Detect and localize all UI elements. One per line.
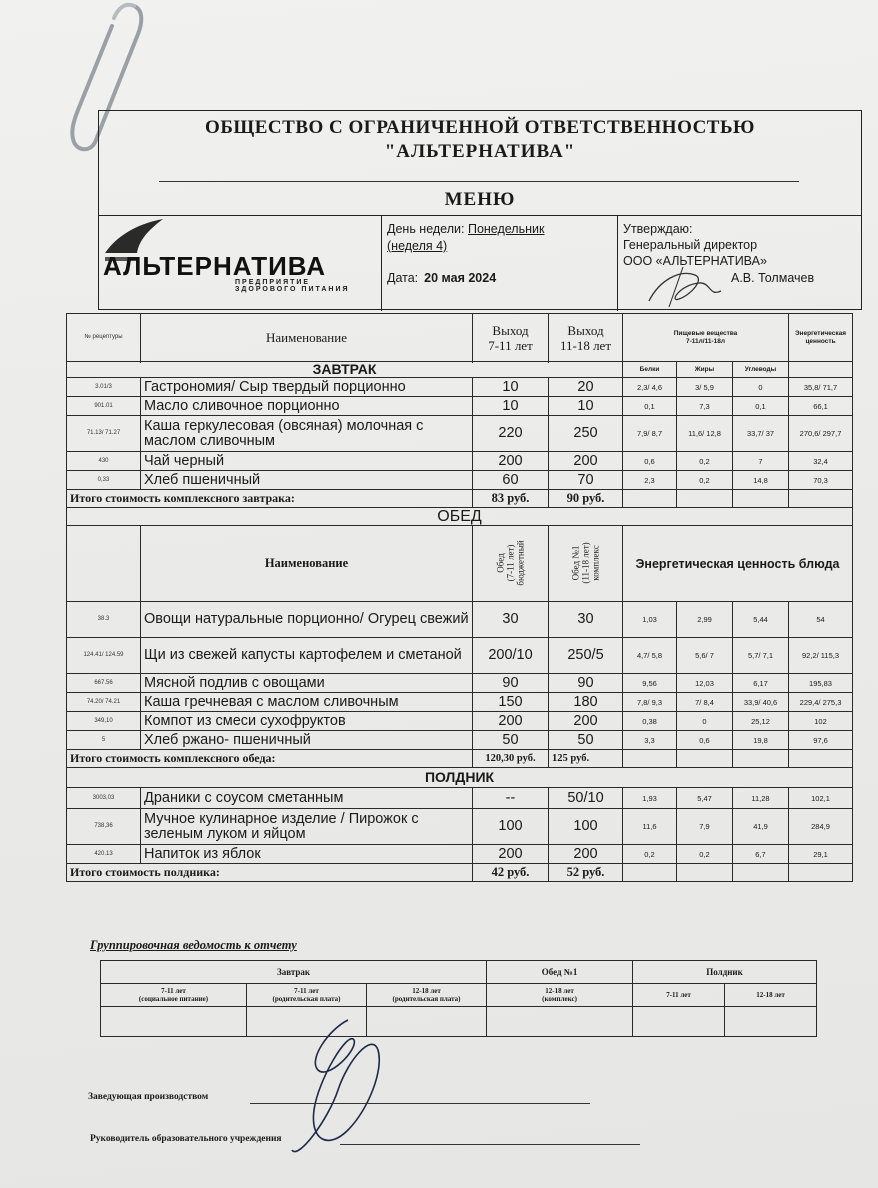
output-1: 200/10	[473, 638, 549, 674]
approval-company: ООО «АЛЬТЕРНАТИВА»	[623, 254, 767, 268]
table-row	[67, 452, 853, 471]
fat-value: 0	[677, 712, 733, 731]
breakfast-rows	[67, 378, 853, 490]
grouping-b1: 7-11 лет (социальное питание)	[101, 984, 247, 1007]
snack-title: ПОЛДНИК	[67, 768, 853, 788]
carbs-value: 5,7/ 7,1	[733, 638, 789, 674]
protein-value: 11,6	[623, 809, 677, 845]
carbs-value: 14,8	[733, 471, 789, 490]
recipe-no-header: № рецептуры	[67, 314, 141, 362]
dish-name: Драники с соусом сметанным	[141, 788, 473, 809]
dish-name: Каша гречневая с маслом сливочным	[141, 693, 473, 712]
grouping-l1: 12-18 лет (комплекс)	[487, 984, 633, 1007]
recipe-code: 71.13/ 71.27	[67, 416, 141, 452]
output-1: 100	[473, 809, 549, 845]
fat-value: 7,3	[677, 397, 733, 416]
output-1: 50	[473, 731, 549, 750]
breakfast-total-label: Итого стоимость комплексного завтрака:	[67, 490, 473, 508]
output-2: 180	[549, 693, 623, 712]
energy-value: 54	[789, 602, 853, 638]
lunch-total-label: Итого стоимость комплексного обеда:	[67, 750, 473, 768]
production-head-signature-line	[250, 1103, 590, 1104]
protein-value: 1,93	[623, 788, 677, 809]
date-info	[387, 271, 496, 285]
table-row	[67, 602, 853, 638]
table-row	[67, 378, 853, 397]
lunch-energy-header: Энергетическая ценность блюда	[623, 526, 853, 602]
snack-total-label: Итого стоимость полдника:	[67, 864, 473, 882]
table-row	[67, 693, 853, 712]
protein-value: 0,2	[623, 845, 677, 864]
lunch-header-row	[67, 526, 853, 602]
table-row	[67, 674, 853, 693]
fat-value: 0,2	[677, 452, 733, 471]
grouping-s1: 7-11 лет	[633, 984, 725, 1007]
output-2: 50/10	[549, 788, 623, 809]
output-2: 50	[549, 731, 623, 750]
output-2: 200	[549, 845, 623, 864]
output-1: --	[473, 788, 549, 809]
energy-value: 70,3	[789, 471, 853, 490]
energy-header: Энергетическая ценность	[789, 314, 853, 362]
lunch-name-header: Наименование	[141, 526, 473, 602]
energy-value: 284,9	[789, 809, 853, 845]
table-row	[67, 788, 853, 809]
weekday-label: День недели:	[387, 222, 465, 236]
grouping-breakfast: Завтрак	[101, 961, 487, 984]
protein-value: 9,56	[623, 674, 677, 693]
grouping-b2: 7-11 лет (родительская плата)	[247, 984, 367, 1007]
protein-value: 4,7/ 5,8	[623, 638, 677, 674]
fat-value: 7/ 8,4	[677, 693, 733, 712]
menu-table	[66, 313, 853, 882]
output-2: 200	[549, 452, 623, 471]
production-head-label: Заведующая производством	[88, 1092, 209, 1102]
energy-value: 195,83	[789, 674, 853, 693]
output-2: 30	[549, 602, 623, 638]
protein-header: Белки	[623, 362, 677, 378]
carbs-value: 25,12	[733, 712, 789, 731]
lunch-section-row	[67, 508, 853, 526]
carbs-value: 0	[733, 378, 789, 397]
grouping-title: Группировочная ведомость к отчету	[90, 938, 297, 952]
nutrients-header: Пищевые вещества 7-11л/11-18л	[623, 314, 789, 362]
lunch-total-row	[67, 750, 853, 768]
school-head-label: Руководитель образовательного учреждения	[90, 1134, 282, 1144]
grouping-table	[100, 960, 817, 1037]
fat-value: 7,9	[677, 809, 733, 845]
output-2: 90	[549, 674, 623, 693]
output-2: 20	[549, 378, 623, 397]
recipe-code: 901.01	[67, 397, 141, 416]
dish-name: Мучное кулинарное изделие / Пирожок с зеленым луком и яйцом	[141, 809, 473, 845]
fat-value: 11,6/ 12,8	[677, 416, 733, 452]
fat-value: 5,6/ 7	[677, 638, 733, 674]
output-1: 90	[473, 674, 549, 693]
table-row	[67, 416, 853, 452]
grouping-subheader-row	[101, 984, 817, 1007]
recipe-code: 667.56	[67, 674, 141, 693]
menu-title: МЕНЮ	[444, 189, 516, 210]
company-logo	[103, 217, 373, 309]
energy-value: 35,8/ 71,7	[789, 378, 853, 397]
dish-name: Гастрономия/ Сыр твердый порционно	[141, 378, 473, 397]
lunch-title: ОБЕД	[67, 508, 853, 526]
energy-value: 97,6	[789, 731, 853, 750]
snack-rows	[67, 788, 853, 864]
snack-section-row	[67, 768, 853, 788]
output-1: 200	[473, 452, 549, 471]
table-row	[67, 397, 853, 416]
energy-value: 102,1	[789, 788, 853, 809]
dish-name: Хлеб ржано- пшеничный	[141, 731, 473, 750]
output-1: 30	[473, 602, 549, 638]
carbs-value: 41,9	[733, 809, 789, 845]
carbs-header: Углеводы	[733, 362, 789, 378]
recipe-code: 124.41/ 124.59	[67, 638, 141, 674]
breakfast-total-row	[67, 490, 853, 508]
fat-header: Жиры	[677, 362, 733, 378]
grouping-values-row	[101, 1007, 817, 1037]
table-row	[67, 809, 853, 845]
director-name: А.В. Толмачев	[731, 271, 815, 285]
breakfast-title: ЗАВТРАК	[67, 362, 623, 378]
weekday-info	[387, 221, 544, 255]
protein-value: 2,3/ 4,6	[623, 378, 677, 397]
director-signature-icon	[639, 261, 729, 309]
carbs-value: 7	[733, 452, 789, 471]
dish-name: Компот из смеси сухофруктов	[141, 712, 473, 731]
grouping-b3: 12-18 лет (родительская плата)	[367, 984, 487, 1007]
energy-value: 229,4/ 275,3	[789, 693, 853, 712]
carbs-value: 0,1	[733, 397, 789, 416]
carbs-value: 11,28	[733, 788, 789, 809]
recipe-code: 38.3	[67, 602, 141, 638]
grouping-header-row	[101, 961, 817, 984]
lunch-col2-header: Обед №1 (11-18 лет) комплекс	[570, 542, 601, 584]
table-row	[67, 845, 853, 864]
output-2: 100	[549, 809, 623, 845]
date-value: 20 мая 2024	[424, 271, 497, 285]
protein-value: 0,38	[623, 712, 677, 731]
carbs-value: 6,7	[733, 845, 789, 864]
handwritten-signature-icon	[288, 1010, 398, 1160]
dish-name: Щи из свежей капусты картофелем и сметаной	[141, 638, 473, 674]
energy-value: 270,6/ 297,7	[789, 416, 853, 452]
table-row	[67, 471, 853, 490]
dish-name: Хлеб пшеничный	[141, 471, 473, 490]
logo-subtitle: ПРЕДПРИЯТИЕ ЗДОРОВОГО ПИТАНИЯ	[235, 279, 350, 293]
output-2: 250/5	[549, 638, 623, 674]
breakfast-section-row	[67, 362, 853, 378]
grouping-lunch: Обед №1	[487, 961, 633, 984]
fat-value: 12,03	[677, 674, 733, 693]
org-name-line2: "АЛЬТЕРНАТИВА"	[384, 141, 576, 162]
output-1: 150	[473, 693, 549, 712]
recipe-code: 430	[67, 452, 141, 471]
school-head-signature-line	[340, 1144, 640, 1145]
energy-value: 102	[789, 712, 853, 731]
energy-value: 29,1	[789, 845, 853, 864]
carbs-value: 5,44	[733, 602, 789, 638]
protein-value: 0,1	[623, 397, 677, 416]
fat-value: 0,2	[677, 471, 733, 490]
output-2: 200	[549, 712, 623, 731]
lunch-total-2: 125 руб.	[549, 750, 623, 768]
week-number: (неделя 4)	[387, 239, 448, 253]
recipe-code: 0,33	[67, 471, 141, 490]
fat-value: 0,2	[677, 845, 733, 864]
table-row	[67, 731, 853, 750]
table-row	[67, 638, 853, 674]
grouping-s2: 12-18 лет	[725, 984, 817, 1007]
dish-name: Масло сливочное порционно	[141, 397, 473, 416]
table-row	[67, 712, 853, 731]
recipe-code: 349,10	[67, 712, 141, 731]
recipe-code: 5	[67, 731, 141, 750]
protein-value: 0,6	[623, 452, 677, 471]
carbs-value: 33,7/ 37	[733, 416, 789, 452]
name-header: Наименование	[141, 314, 473, 362]
table-header-row	[67, 314, 853, 362]
output-11-18-header: Выход 11-18 лет	[549, 314, 623, 362]
lunch-rows	[67, 602, 853, 750]
recipe-code: 3003,03	[67, 788, 141, 809]
recipe-code: 3.01/3	[67, 378, 141, 397]
output-7-11-header: Выход 7-11 лет	[473, 314, 549, 362]
dish-name: Напиток из яблок	[141, 845, 473, 864]
approval-position: Генеральный директор	[623, 238, 758, 252]
protein-value: 7,8/ 9,3	[623, 693, 677, 712]
dish-name: Чай черный	[141, 452, 473, 471]
output-2: 10	[549, 397, 623, 416]
output-2: 70	[549, 471, 623, 490]
output-2: 250	[549, 416, 623, 452]
breakfast-total-1: 83 руб.	[473, 490, 549, 508]
document-header	[98, 110, 862, 310]
recipe-code: 74.20/ 74.21	[67, 693, 141, 712]
grouping-snack: Полдник	[633, 961, 817, 984]
energy-value: 92,2/ 115,3	[789, 638, 853, 674]
breakfast-total-2: 90 руб.	[549, 490, 623, 508]
output-1: 220	[473, 416, 549, 452]
org-name-line1: ОБЩЕСТВО С ОГРАНИЧЕННОЙ ОТВЕТСТВЕННОСТЬЮ	[205, 117, 755, 138]
header-divider	[159, 181, 799, 182]
fat-value: 0,6	[677, 731, 733, 750]
output-1: 200	[473, 712, 549, 731]
approval-label: Утверждаю:	[623, 222, 693, 236]
energy-value: 66,1	[789, 397, 853, 416]
snack-total-2: 52 руб.	[549, 864, 623, 882]
recipe-code: 420.13	[67, 845, 141, 864]
dish-name: Мясной подлив с овощами	[141, 674, 473, 693]
lunch-col1-header: Обед (7-11 лет) бюджетный	[495, 540, 526, 586]
protein-value: 3,3	[623, 731, 677, 750]
dish-name: Овощи натуральные порционно/ Огурец свежий	[141, 602, 473, 638]
recipe-code: 738,36	[67, 809, 141, 845]
weekday-value: Понедельник	[467, 222, 545, 236]
fat-value: 5,47	[677, 788, 733, 809]
output-1: 200	[473, 845, 549, 864]
fat-value: 3/ 5,9	[677, 378, 733, 397]
carbs-value: 6,17	[733, 674, 789, 693]
output-1: 10	[473, 378, 549, 397]
snack-total-1: 42 руб.	[473, 864, 549, 882]
snack-total-row	[67, 864, 853, 882]
output-1: 60	[473, 471, 549, 490]
carbs-value: 33,9/ 40,6	[733, 693, 789, 712]
date-label: Дата:	[387, 271, 419, 285]
output-1: 10	[473, 397, 549, 416]
logo-wordmark: АЛЬТЕРНАТИВА	[103, 251, 327, 281]
protein-value: 2,3	[623, 471, 677, 490]
energy-value: 32,4	[789, 452, 853, 471]
dish-name: Каша геркулесовая (овсяная) молочная с маслом сливочным	[141, 416, 473, 452]
carbs-value: 19,8	[733, 731, 789, 750]
protein-value: 7,9/ 8,7	[623, 416, 677, 452]
protein-value: 1,03	[623, 602, 677, 638]
lunch-total-1: 120,30 руб.	[473, 750, 549, 768]
fat-value: 2,99	[677, 602, 733, 638]
